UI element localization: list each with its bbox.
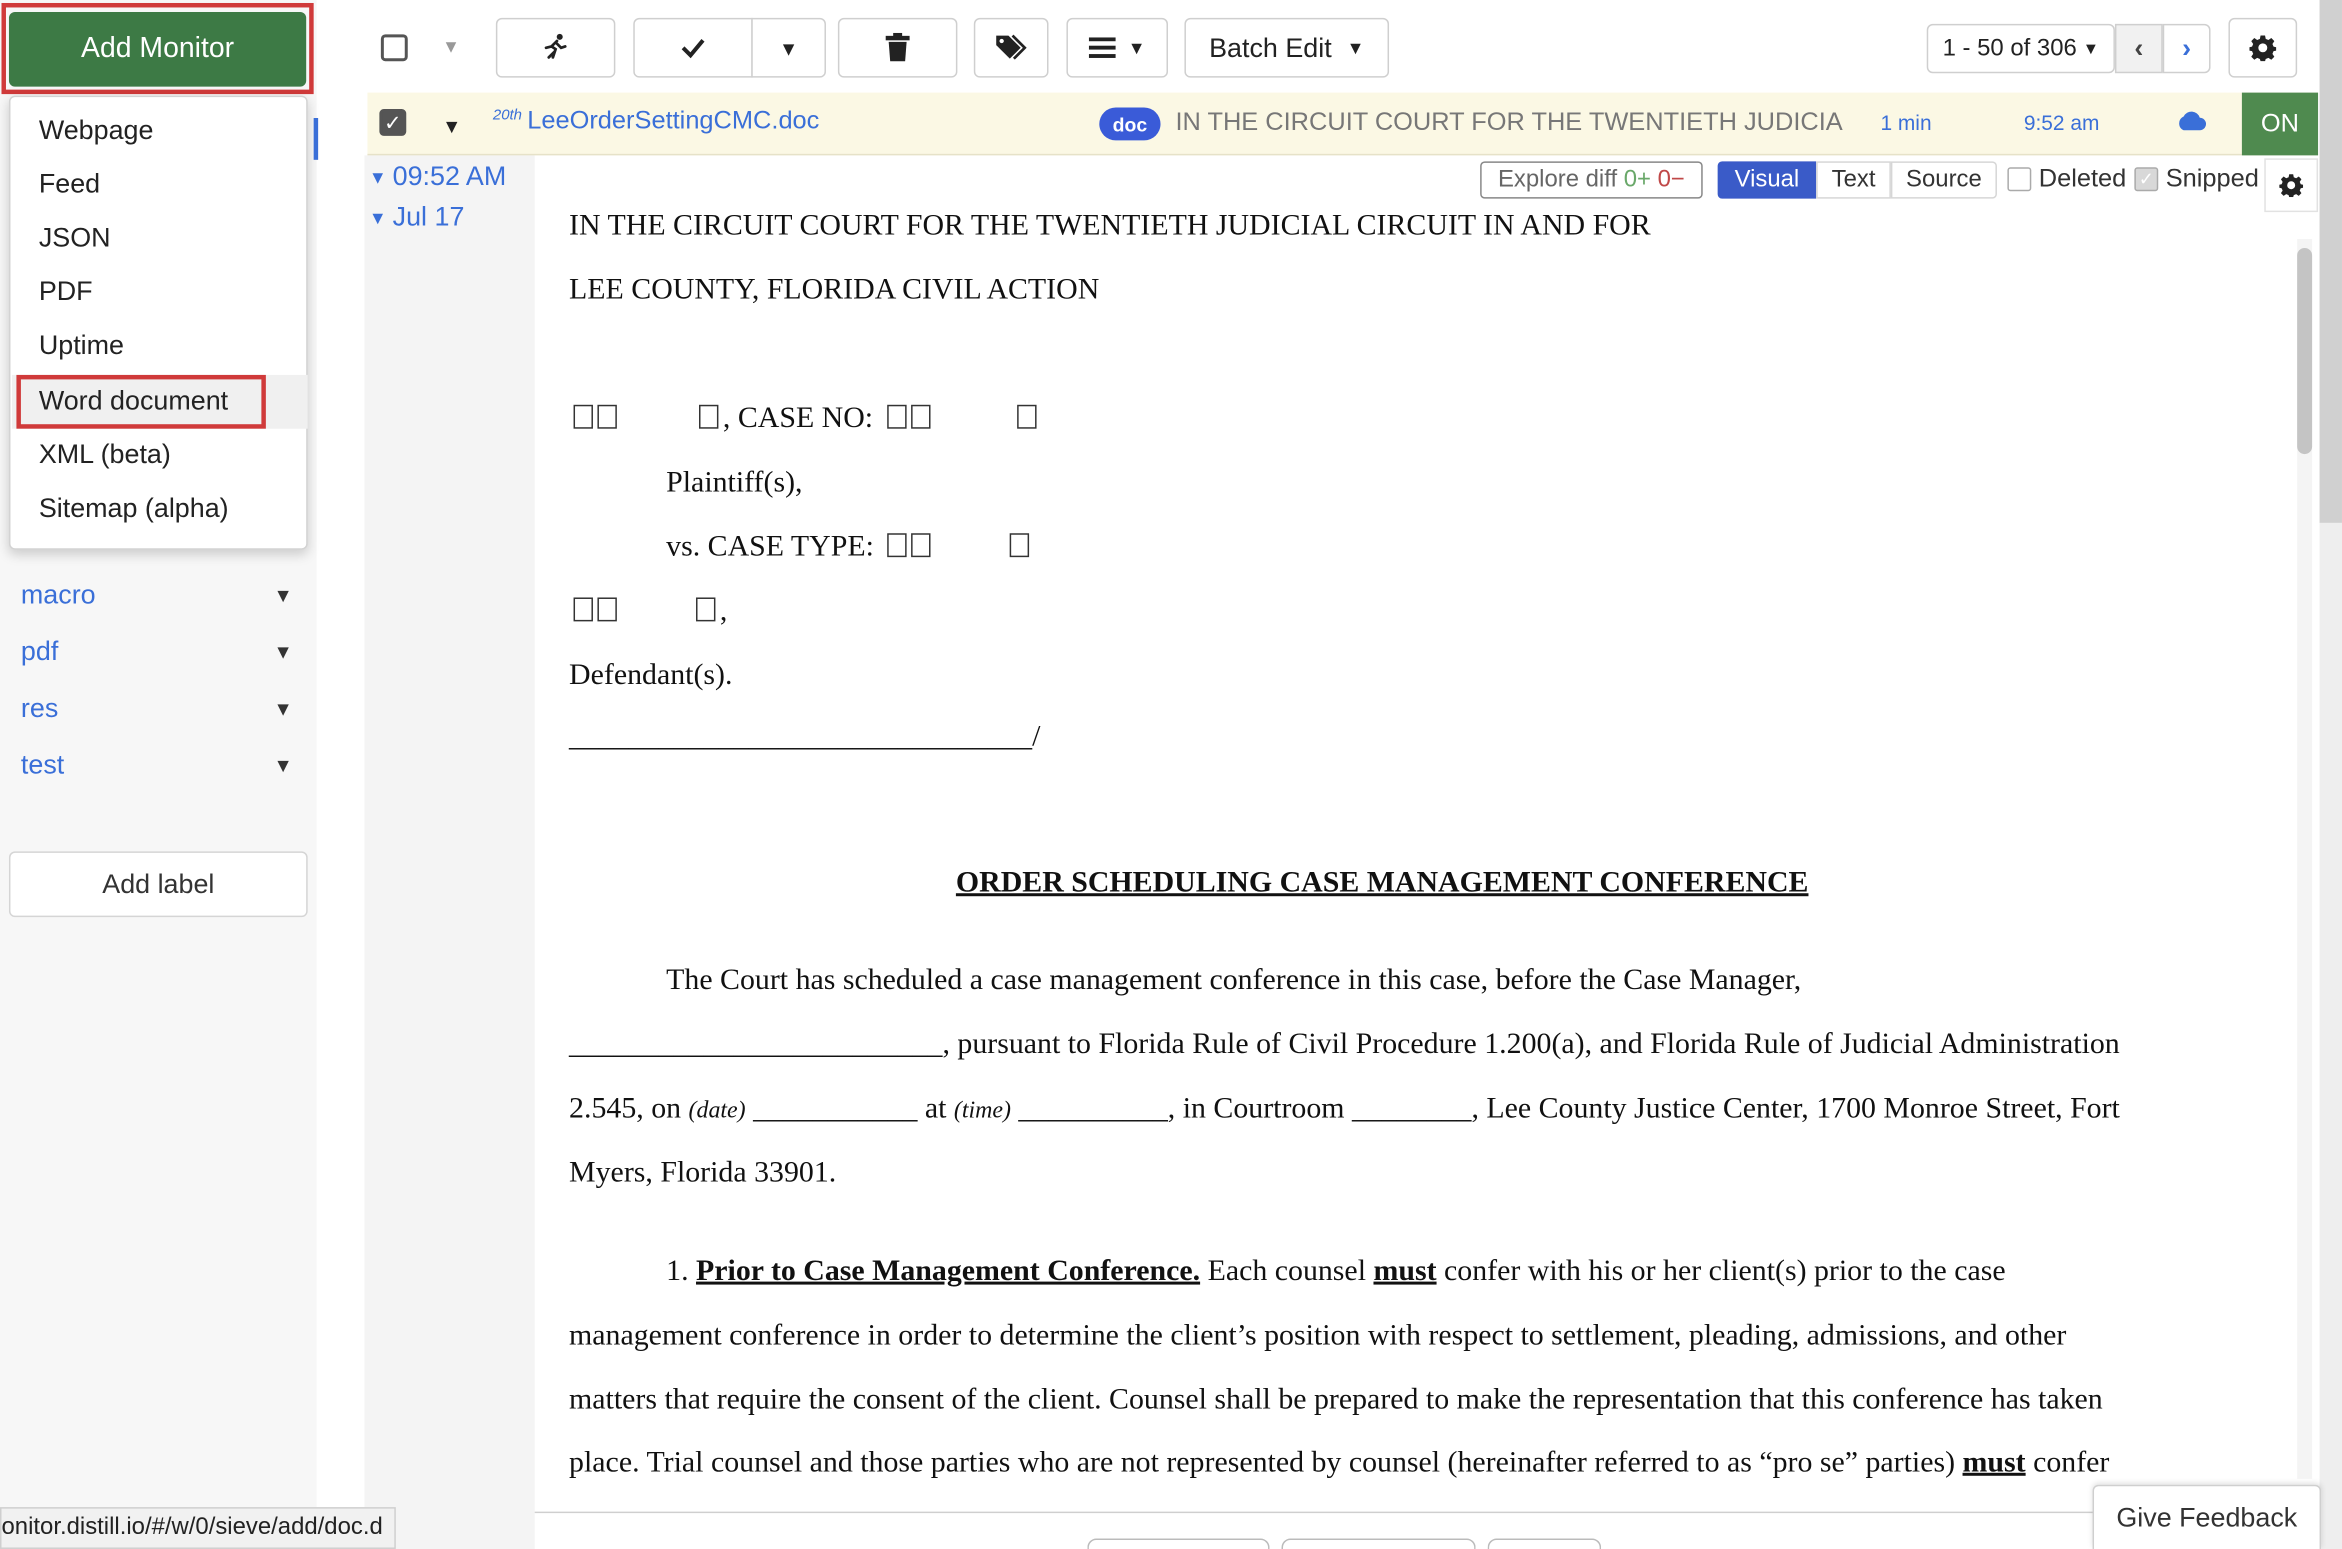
view-settings-button[interactable] (2264, 158, 2318, 212)
delete-button[interactable] (838, 18, 957, 78)
missing-glyph (887, 405, 906, 429)
caret-down-icon: ▼ (368, 207, 387, 229)
caret-down-icon[interactable]: ▼ (273, 697, 293, 720)
menu-item-word-document[interactable]: Word document (38, 385, 229, 416)
signature-line: _______________________________/ (569, 719, 1041, 753)
label-item-res[interactable] (21, 693, 305, 738)
gear-icon (2279, 173, 2303, 197)
caret-down-icon: ▼ (779, 36, 799, 60)
bottom-tab[interactable] (1087, 1539, 1269, 1549)
select-all-checkbox[interactable] (381, 34, 408, 61)
item1-line3: matters that require the consent of the client. Counsel shall be prepared to make the representation that this conference has taken (569, 1383, 2103, 1417)
text-fragment: confer (2033, 1445, 2110, 1479)
bottom-tab[interactable] (1488, 1539, 1602, 1549)
missing-glyph (574, 597, 593, 621)
menu-item-uptime[interactable]: Uptime (38, 330, 124, 360)
paragraph-line: _________________________, pursuant to Florida Rule of Civil Procedure 1.200(a), and Florida Rule of Judicial Administration (569, 1027, 2120, 1061)
snipped-checkbox[interactable]: ✓ (2134, 167, 2158, 191)
monitor-name-link[interactable]: LeeOrderSettingCMC.doc (527, 106, 820, 135)
missing-glyph (699, 405, 718, 429)
history-time: 09:52 AM (392, 161, 507, 192)
type-badge: doc (1099, 108, 1160, 141)
trash-icon (884, 33, 911, 63)
history-item[interactable] (369, 161, 506, 192)
label-item-macro[interactable] (21, 580, 305, 625)
item1-line1 (666, 1255, 2005, 1289)
status-bar-url: onitor.distill.io/#/w/0/sieve/add/doc.d (0, 1507, 396, 1549)
caret-down-icon: ▼ (368, 167, 387, 189)
pagination-label: 1 - 50 of 306 (1942, 35, 2077, 61)
added-count: 0+ (1623, 166, 1651, 192)
menu-item-webpage[interactable]: Webpage (38, 115, 154, 145)
missing-glyph (696, 597, 715, 621)
menu-item-json[interactable]: JSON (38, 222, 111, 253)
paragraph-line: The Court has scheduled a case management conference in this case, before the Case Manager, (666, 963, 1802, 997)
snipped-label[interactable]: Snipped (2165, 164, 2259, 193)
row-checkbox[interactable]: ✓ (379, 109, 406, 136)
menu-item-feed[interactable]: Feed (38, 168, 101, 199)
batch-edit-label: Batch Edit (1209, 32, 1332, 62)
missing-glyph (574, 405, 593, 429)
caret-down-icon[interactable]: ▼ (273, 754, 293, 777)
give-feedback-button[interactable]: Give Feedback (2093, 1485, 2322, 1549)
list-options-button[interactable] (1066, 18, 1168, 78)
divider (535, 1512, 2297, 1513)
menu-edge-accent (314, 118, 318, 160)
missing-glyph (597, 405, 616, 429)
select-menu-caret-icon[interactable]: ▼ (442, 35, 460, 57)
deleted-checkbox[interactable] (2007, 167, 2031, 191)
label-item-test[interactable] (21, 750, 305, 795)
missing-glyph (597, 597, 616, 621)
check-icon (678, 33, 708, 63)
explore-diff-label: Explore diff (1497, 166, 1618, 192)
caret-down-icon[interactable]: ▼ (273, 584, 293, 607)
label-name: pdf (20, 636, 59, 667)
menu-item-xml[interactable]: XML (beta) (38, 439, 171, 470)
tab-source[interactable]: Source (1891, 161, 1997, 198)
menu-item-sitemap[interactable]: Sitemap (alpha) (38, 492, 229, 523)
defendant-name-line (574, 594, 728, 628)
caret-down-icon: ▼ (1346, 37, 1365, 59)
chevron-left-icon: ‹ (2134, 32, 2144, 63)
text-fragment: confer with his or her client(s) prior to the case (1444, 1254, 2006, 1288)
date-placeholder: (date) (688, 1097, 746, 1124)
item-number: 1. (666, 1254, 689, 1288)
next-page-button[interactable] (2163, 24, 2211, 73)
caret-down-icon: ▼ (2082, 39, 2100, 58)
caret-down-icon[interactable]: ▼ (273, 640, 293, 664)
history-panel (364, 155, 534, 1549)
tab-visual[interactable]: Visual (1718, 161, 1817, 198)
tags-button[interactable] (974, 18, 1049, 78)
plaintiff-line: Plaintiff(s), (666, 466, 803, 499)
list-icon (1089, 37, 1116, 58)
label-name: macro (20, 579, 96, 610)
paragraph-line (569, 1092, 2120, 1126)
missing-glyph (887, 533, 906, 557)
comma: , (719, 594, 728, 628)
deleted-label[interactable]: Deleted (2038, 164, 2127, 193)
missing-glyph (1017, 405, 1036, 429)
document-scrollbar-thumb[interactable] (2297, 248, 2312, 454)
settings-button[interactable] (2228, 18, 2297, 78)
batch-edit-button[interactable] (1184, 18, 1389, 78)
defendant-line: Defendant(s). (569, 658, 733, 692)
must-emphasis: must (1962, 1445, 2026, 1479)
add-label-button[interactable]: Add label (9, 851, 308, 917)
text-fragment: __________, in Courtroom ________, Lee County Justice Center, 1700 Monroe Street, Fort (1018, 1091, 2120, 1125)
add-monitor-menu (9, 96, 308, 550)
missing-glyph (911, 533, 930, 557)
order-title: ORDER SCHEDULING CASE MANAGEMENT CONFERENCE (955, 866, 1809, 900)
menu-item-pdf[interactable]: PDF (38, 276, 93, 307)
text-fragment: 2.545, on (569, 1091, 682, 1125)
case-no-label: , CASE NO: (722, 401, 874, 435)
item1-line2: management conference in order to determine the client’s position with respect to settlement, pleading, admissions, and other (569, 1318, 2067, 1352)
running-person-icon (539, 31, 572, 64)
monitor-content-title[interactable]: IN THE CIRCUIT COURT FOR THE TWENTIETH JUDICIA (1175, 107, 1843, 136)
tab-text[interactable]: Text (1816, 161, 1891, 198)
document-preview (535, 155, 2297, 1511)
text-fragment: Each counsel (1207, 1254, 1367, 1288)
cloud-icon (2176, 109, 2206, 131)
caret-down-icon: ▼ (1127, 37, 1146, 59)
text-fragment: place. Trial counsel and those parties who are not represented by counsel (hereinafter referred to as “pro se” parties) (569, 1445, 1956, 1479)
missing-glyph (910, 405, 929, 429)
bottom-tab[interactable] (1282, 1539, 1476, 1549)
row-expand-caret-icon[interactable]: ▼ (442, 115, 462, 138)
removed-count: 0− (1657, 166, 1685, 192)
history-date: Jul 17 (392, 201, 465, 232)
missing-glyph (1010, 533, 1029, 557)
explore-diff-button[interactable] (1480, 161, 1703, 198)
word-document-highlight (16, 375, 265, 429)
gear-icon (2249, 34, 2276, 61)
last-checked-time: 9:52 am (2023, 110, 2100, 135)
label-item-pdf[interactable] (21, 636, 305, 681)
monitor-on-toggle[interactable]: ON (2242, 93, 2318, 156)
check-interval[interactable]: 1 min (1880, 110, 1932, 135)
text-fragment: ___________ at (753, 1091, 947, 1125)
time-placeholder: (time) (953, 1097, 1011, 1124)
case-type-label: vs. CASE TYPE: (666, 530, 874, 564)
label-name: test (20, 749, 65, 780)
row-superscript: 20th (492, 107, 522, 124)
run-button[interactable] (496, 18, 615, 78)
item-heading: Prior to Case Management Conference. (696, 1254, 1201, 1288)
pagination-select[interactable] (1927, 24, 2115, 73)
add-monitor-button[interactable]: Add Monitor (9, 12, 306, 87)
label-name: res (20, 693, 59, 723)
prev-page-button[interactable] (2115, 24, 2163, 73)
case-no-line (574, 402, 1041, 436)
mark-read-menu-button[interactable] (751, 18, 826, 78)
doc-header-line2: LEE COUNTY, FLORIDA CIVIL ACTION (569, 273, 1100, 307)
page-scrollbar-thumb[interactable] (2320, 0, 2342, 523)
paragraph-line: Myers, Florida 33901. (569, 1156, 837, 1189)
must-emphasis: must (1373, 1254, 1437, 1288)
doc-header-line1: IN THE CIRCUIT COURT FOR THE TWENTIETH JUDICIAL CIRCUIT IN AND FOR (569, 209, 1651, 242)
tags-icon (995, 33, 1028, 63)
chevron-right-icon: › (2182, 32, 2192, 63)
history-item[interactable] (369, 202, 464, 233)
mark-read-button[interactable] (633, 18, 752, 78)
case-type-line (666, 530, 1034, 564)
item1-line4 (569, 1446, 2109, 1480)
